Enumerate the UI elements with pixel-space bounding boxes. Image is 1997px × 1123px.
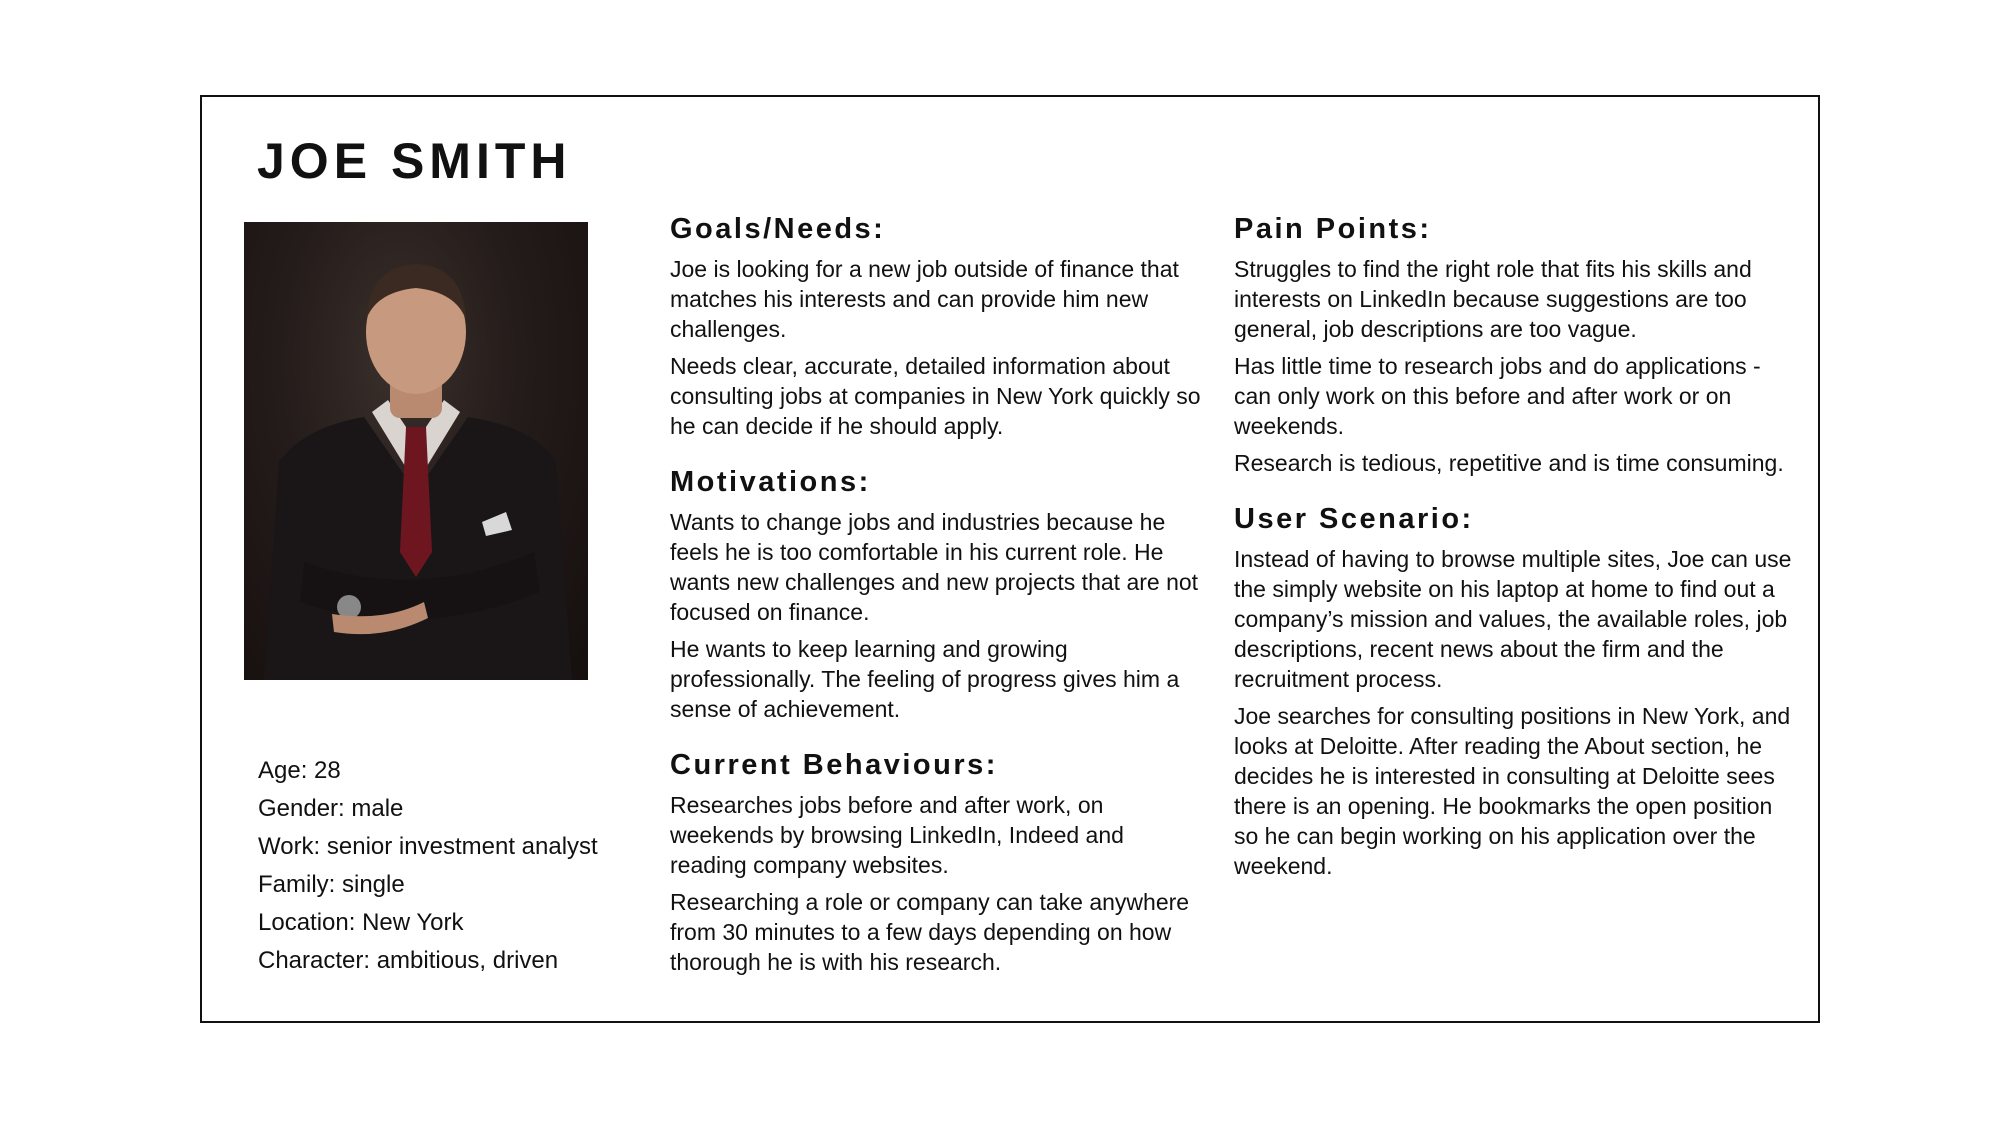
demographic-family: Family: single — [258, 871, 405, 898]
demographic-character: Character: ambitious, driven — [258, 947, 559, 974]
goals-heading: Goals/Needs: — [670, 213, 886, 245]
scenario-heading: User Scenario: — [1234, 503, 1474, 536]
demographics-list — [258, 752, 598, 980]
right-column — [1234, 210, 1799, 903]
demographic-age: Age: 28 — [258, 757, 341, 784]
persona-card — [200, 95, 1820, 1023]
motivations-paragraph: He wants to keep learning and growing professionally. The feeling of progress gives him a sense of achievement. — [670, 636, 1180, 723]
motivations-paragraph: Wants to change jobs and industries because he feels he is too comfortable in his current role. He wants new challenges and new projects that are not focused on finance. — [670, 509, 1199, 626]
goals-section — [670, 210, 1205, 441]
middle-column — [670, 210, 1205, 999]
behaviours-section — [670, 746, 1205, 977]
pain-points-paragraph: Has little time to research jobs and do applications - can only work on this before and after work or on weekends. — [1234, 353, 1761, 440]
motivations-heading: Motivations: — [670, 466, 871, 499]
behaviours-paragraph: Researching a role or company can take anywhere from 30 minutes to a few days depending on how thorough he is with his research. — [670, 889, 1190, 976]
demographic-location: Location: New York — [258, 909, 464, 936]
persona-photo — [244, 222, 588, 680]
demographic-work: Work: senior investment analyst — [258, 833, 598, 860]
pain-points-heading: Pain Points: — [1234, 213, 1432, 245]
pain-points-paragraph: Research is tedious, repetitive and is time consuming. — [1234, 450, 1784, 477]
portrait-illustration — [244, 222, 588, 680]
scenario-section — [1234, 500, 1799, 881]
pain-points-section — [1234, 210, 1799, 478]
pain-points-paragraph: Struggles to find the right role that fits his skills and interests on LinkedIn because suggestions are too general, job descriptions are too vague. — [1234, 256, 1752, 343]
behaviours-heading: Current Behaviours: — [670, 749, 998, 782]
goals-paragraph: Needs clear, accurate, detailed information about consulting jobs at companies in New York quickly so he can decide if he should apply. — [670, 353, 1201, 440]
motivations-section — [670, 463, 1205, 724]
persona-name: JOE SMITH — [257, 133, 572, 189]
demographic-gender: Gender: male — [258, 795, 404, 822]
scenario-paragraph: Joe searches for consulting positions in New York, and looks at Deloitte. After reading the About section, he decides he is interested in consulting at Deloitte sees there is an opening. He bookmarks the open position so he can begin working on his application over the weekend. — [1234, 703, 1791, 880]
goals-paragraph: Joe is looking for a new job outside of finance that matches his interests and can provide him new challenges. — [670, 256, 1179, 343]
behaviours-paragraph: Researches jobs before and after work, on weekends by browsing LinkedIn, Indeed and reading company websites. — [670, 792, 1124, 879]
scenario-paragraph: Instead of having to browse multiple sites, Joe can use the simply website on his laptop at home to find out a company’s mission and values, the available roles, job descriptions, recent news about the firm and the recruitment process. — [1234, 546, 1792, 693]
